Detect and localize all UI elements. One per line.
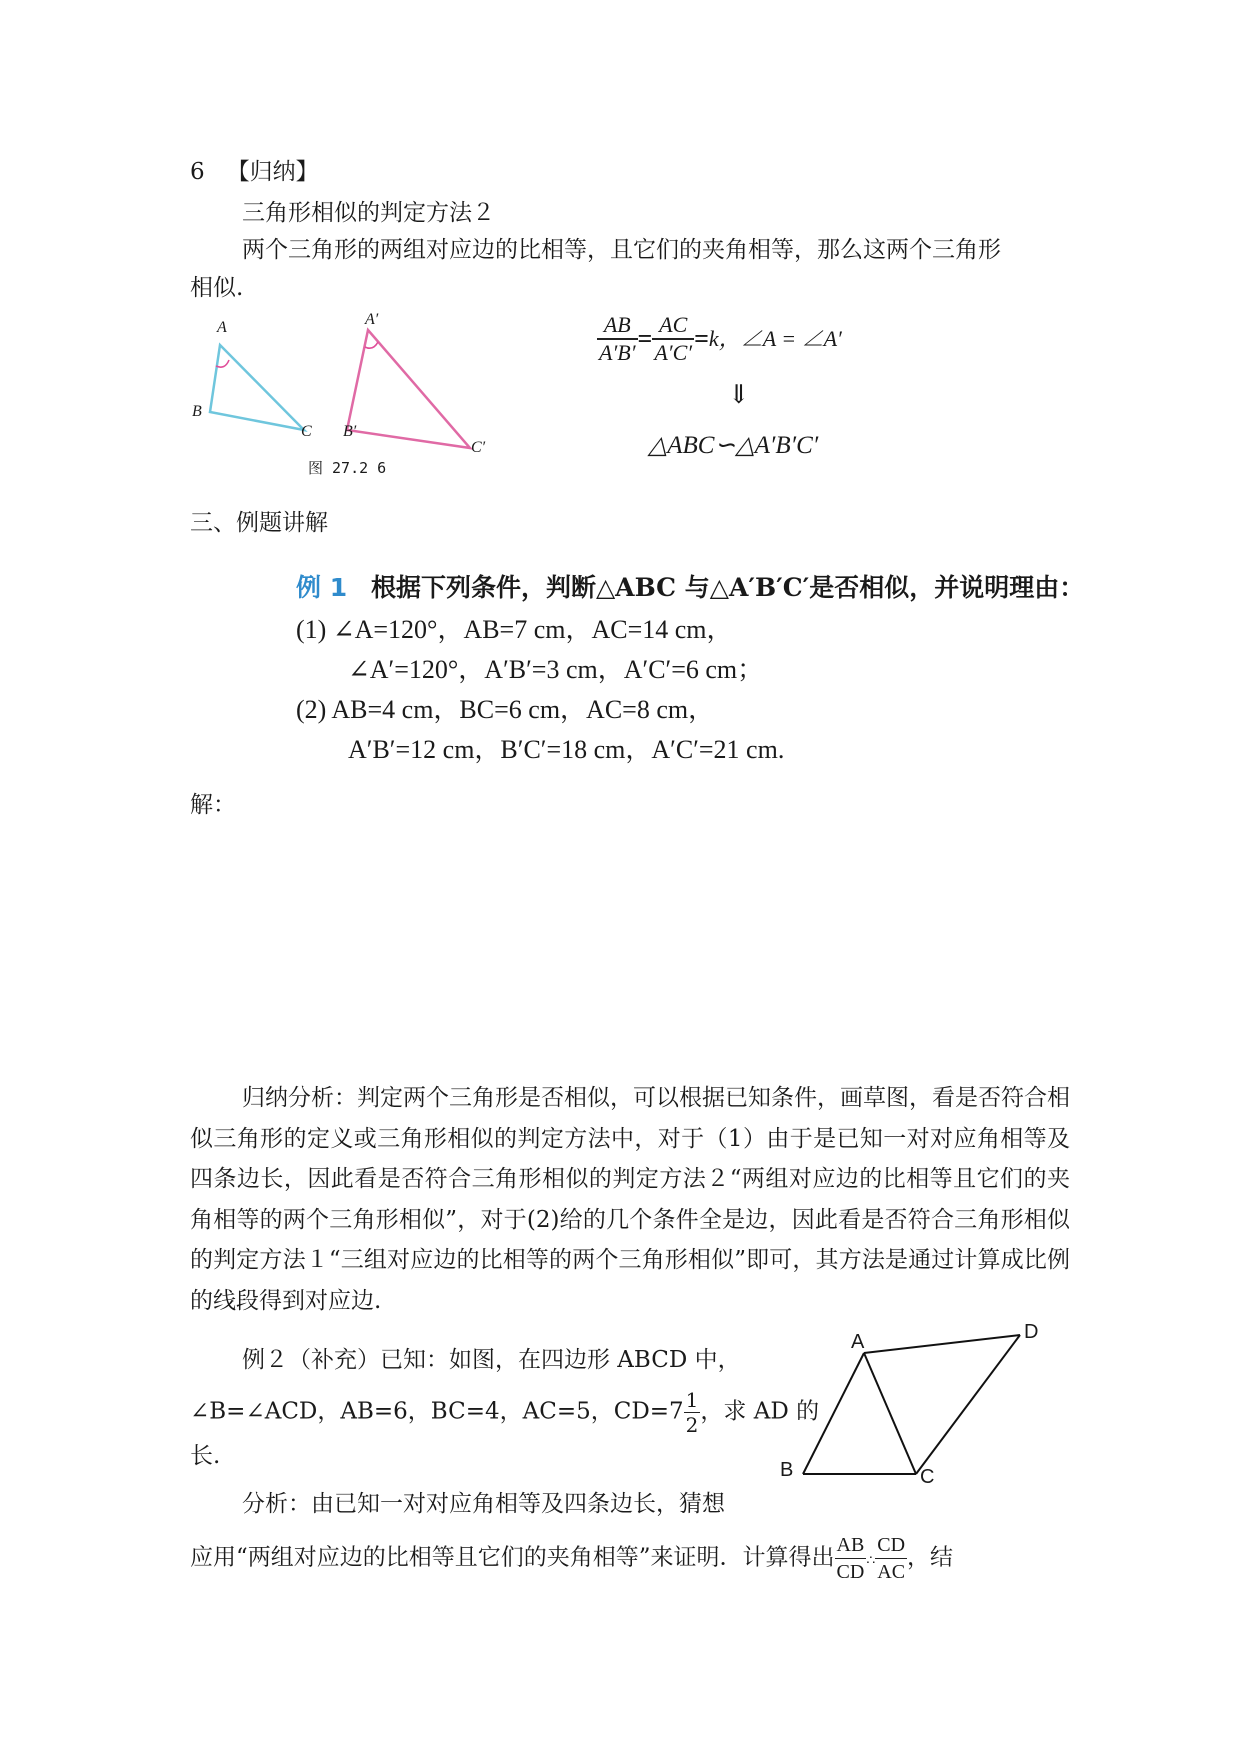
angle-mark-a-prime [365, 342, 378, 348]
quad-vertex-d: D [1024, 1321, 1039, 1343]
statement-line-2: 相似. [190, 275, 244, 301]
ratio-ab-cd-denominator: CD [836, 1561, 865, 1583]
example2-line2 [190, 1388, 819, 1437]
section-number: 6 【归纳】 [190, 159, 319, 185]
example2-condition: ∠B=∠ACD，AB=6，BC=4，AC=5，CD=7 [190, 1398, 684, 1425]
example1-label: 例 1 [296, 573, 348, 602]
ratio2-numerator: AC [652, 312, 694, 340]
similarity-conclusion: △ABC∽△A′B′C′ [648, 432, 819, 459]
ratio1-numerator: AB [597, 312, 638, 340]
figure-caption: 图 27.2 6 [308, 459, 387, 477]
vertex-c: C [301, 423, 312, 440]
triangle-abc [210, 345, 304, 430]
example2-analysis-line1: 分析：由已知一对对应角相等及四条边长，猜想 [242, 1491, 725, 1517]
quad-vertex-b: B [780, 1459, 794, 1481]
section-heading: 【归纳】 [226, 159, 319, 185]
ratio-k: k [708, 326, 719, 351]
example2-question: ，求 AD 的 [700, 1398, 820, 1425]
ratio2-denominator: A′C′ [654, 340, 693, 365]
cd-fraction-denominator: 2 [685, 1413, 699, 1437]
ratio-formula: $\frac{AB}{A'B'}$ = $\frac{AC}{A'C'}$ =k，∠A = ∠A′ [599, 312, 842, 365]
statement-line-1: 两个三角形的两组对应边的比相等，且它们的夹角相等，那么这两个三角形 [242, 237, 1001, 263]
cd-fraction-numerator: 1 [685, 1388, 699, 1412]
method-title: 三角形相似的判定方法２ [242, 200, 495, 226]
angle-equality: ，∠A = ∠A′ [718, 326, 842, 351]
ratio-cd-ac-denominator: AC [877, 1561, 906, 1583]
example1-part1-line2: ∠A′=120°，A′B′=3 cm，A′C′=6 cm； [348, 655, 764, 684]
ratio-ab-cd-numerator: AB [835, 1532, 867, 1559]
ratio1-denominator: A′B′ [599, 340, 636, 365]
vertex-b-prime: B′ [343, 423, 357, 440]
example1-question: 根据下列条件，判断△ABC 与△A′B′C′是否相似，并说明理由： [370, 573, 1085, 602]
vertex-a: A [217, 319, 227, 336]
example2-analysis-line2: 应用“两组对应边的比相等且它们的夹角相等”来证明．计算得出 $\frac{AB}{CD}$ ∴ $\frac{CD}{AC}$ ，结 [190, 1534, 954, 1583]
example2-line1: 例２（补充）已知：如图，在四边形 ABCD 中， [242, 1347, 741, 1373]
example1-question-line [296, 568, 1084, 608]
example1-part1-line1: (1) ∠A=120°，AB=7 cm，AC=14 cm， [296, 615, 733, 644]
vertex-a-prime: A′ [365, 311, 379, 328]
ratio-cd-ac-numerator: CD [875, 1532, 907, 1559]
vertex-b: B [192, 403, 202, 420]
example2-line3: 长. [190, 1443, 221, 1469]
example1-part2-line2: A′B′=12 cm，B′C′=18 cm，A′C′=21 cm. [348, 735, 785, 764]
quad-vertex-c: C [920, 1466, 935, 1488]
section3-heading: 三、例题讲解 [190, 510, 328, 536]
vertex-c-prime: C′ [471, 439, 486, 456]
analysis-paragraph: 归纳分析：判定两个三角形是否相似，可以根据已知条件，画草图，看是否符合相似三角形的定义或三角形相似的判定方法中，对于（1）由于是已知一对对应角相等及四条边长，因此看是否符合三角形相似的判定方法２“两组对应边的比相等且它们的夹角相等的两个三角形相似”，对于(2)给的几个条件全是边，因此看是否符合三角形相似的判定方法１“三组对应边的比相等的两个三角形相似”即可，其方法是通过计算成比例的线段得到对应边. [190, 1085, 1070, 1314]
solution-label: 解： [190, 792, 236, 818]
example1-part2-line1: (2) AB=4 cm，BC=6 cm，AC=8 cm， [296, 695, 715, 724]
quad-vertex-a: A [851, 1331, 865, 1353]
quadrilateral-abcd-diagram [780, 1320, 1050, 1500]
implies-arrow: ⇓ [728, 380, 750, 410]
